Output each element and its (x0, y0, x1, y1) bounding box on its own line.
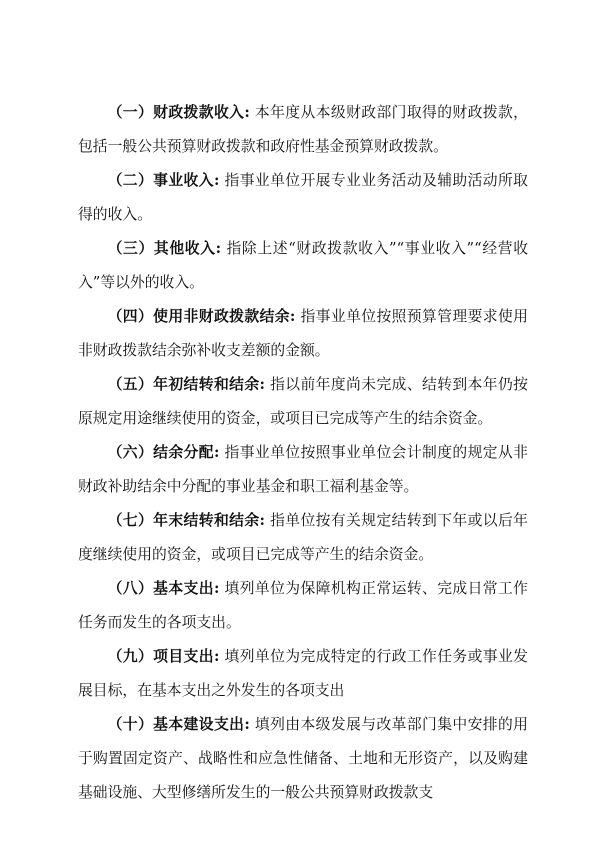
item-text: 指事业单位开展专业业务活动及辅助活动所取得的收入。 (78, 172, 528, 223)
definition-project-expenditure (78, 640, 528, 708)
definition-business-income (78, 164, 528, 232)
item-text: 填列单位为完成特定的行政工作任务或事业发展目标，在基本支出之外发生的各项支出 (78, 648, 528, 699)
item-label: （九）项目支出: (107, 648, 220, 665)
definition-opening-carryover (78, 368, 528, 436)
document-page (78, 96, 528, 810)
definition-other-income (78, 232, 528, 300)
item-label: （一）财政拨款收入: (107, 104, 250, 121)
item-text: 指除上述“财政拨款收入”“事业收入”“经营收入”等以外的收入。 (78, 240, 528, 291)
item-text: 指以前年度尚未完成、结转到本年仍按原规定用途继续使用的资金，或项目已完成等产生的结余资金。 (78, 376, 528, 427)
item-label: （五）年初结转和结余: (107, 376, 265, 393)
item-label: （七）年末结转和结余: (107, 512, 265, 529)
item-text: 填列由本级发展与改革部门集中安排的用于购置固定资产、战略性和应急性储备、土地和无形资产，以及购建基础设施、大型修缮所发生的一般公共预算财政拨款支 (78, 716, 528, 801)
definition-basic-expenditure (78, 572, 528, 640)
definition-capital-construction-expenditure (78, 708, 528, 810)
item-label: （六）结余分配: (107, 444, 220, 461)
item-text: 本年度从本级财政部门取得的财政拨款，包括一般公共预算财政拨款和政府性基金预算财政拨款。 (78, 104, 528, 155)
item-text: 指事业单位按照预算管理要求使用非财政拨款结余弥补收支差额的金额。 (78, 308, 528, 359)
definition-closing-carryover (78, 504, 528, 572)
item-label: （二）事业收入: (107, 172, 220, 189)
item-text: 指事业单位按照事业单位会计制度的规定从非财政补助结余中分配的事业基金和职工福利基金等。 (78, 444, 528, 495)
item-label: （三）其他收入: (107, 240, 222, 257)
item-text: 填列单位为保障机构正常运转、完成日常工作任务而发生的各项支出。 (78, 580, 528, 631)
item-text: 指单位按有关规定结转到下年或以后年度继续使用的资金，或项目已完成等产生的结余资金。 (78, 512, 528, 563)
definition-non-fiscal-balance-use (78, 300, 528, 368)
item-label: （十）基本建设支出: (107, 716, 250, 733)
item-label: （四）使用非财政拨款结余: (107, 308, 296, 325)
item-label: （八）基本支出: (107, 580, 220, 597)
definition-fiscal-appropriation-income (78, 96, 528, 164)
definition-balance-distribution (78, 436, 528, 504)
